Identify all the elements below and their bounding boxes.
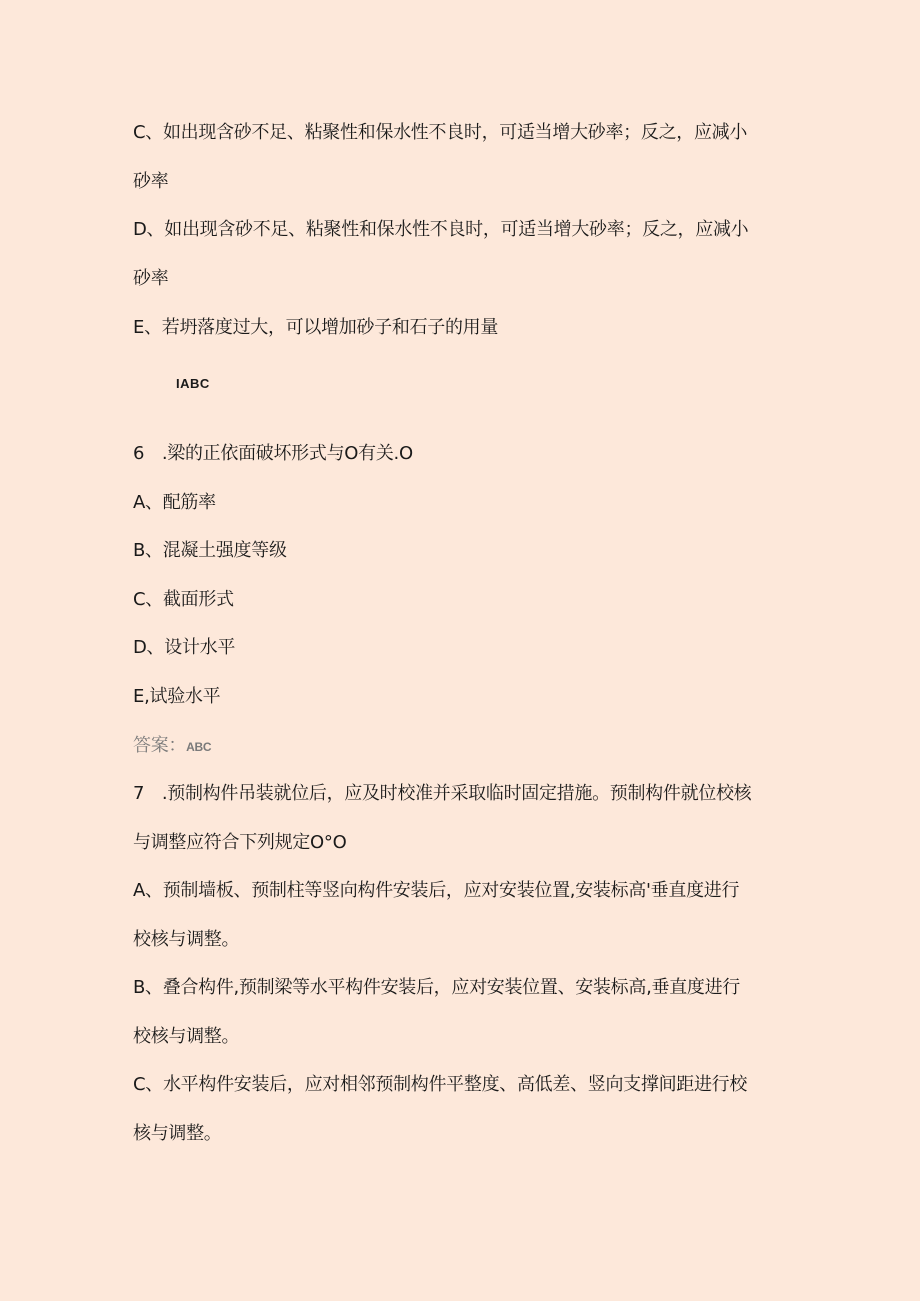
question-6-option-c: C、截面形式 (133, 589, 234, 610)
question-7-option-b-line-2: 校核与调整。 (133, 1026, 240, 1047)
answer-line (133, 734, 211, 759)
question-6-title: 6 .梁的正依面破坏形式与O有关.O (133, 443, 413, 464)
question-7-option-a-line-2: 校核与调整。 (133, 929, 240, 950)
question-6-option-d: D、设计水平 (133, 637, 236, 658)
question-6-option-e: E,试验水平 (133, 686, 221, 707)
option-d-line-1: D、如出现含砂不足、粘聚性和保水性不良时，可适当增大砂率；反之，应减小 (133, 219, 749, 240)
answer-code: IABC (176, 376, 210, 391)
question-6-option-b: B、混凝土强度等级 (133, 540, 287, 561)
question-7-title-line-1: 7 .预制构件吊装就位后，应及时校准并采取临时固定措施。预制构件就位校核 (133, 783, 752, 804)
option-c-line-2: 砂率 (133, 171, 169, 192)
option-d-line-2: 砂率 (133, 268, 169, 289)
question-7-option-c-line-2: 核与调整。 (133, 1123, 222, 1144)
question-7-option-b-line-1: B、叠合构件,预制梁等水平构件安装后，应对安装位置、安装标高,垂直度进行 (133, 977, 740, 998)
question-7-option-a-line-1: A、预制墙板、预制柱等竖向构件安装后，应对安装位置,安装标高'垂直度进行 (133, 880, 740, 901)
question-7-title-line-2: 与调整应符合下列规定O°O (133, 832, 347, 853)
option-c-line-1: C、如出现含砂不足、粘聚性和保水性不良时，可适当增大砂率；反之，应减小 (133, 122, 748, 143)
answer-value: ABC (186, 740, 212, 754)
answer-label: 答案： (133, 735, 187, 756)
question-6-option-a: A、配筋率 (133, 492, 216, 513)
question-7-option-c-line-1: C、水平构件安装后，应对相邻预制构件平整度、高低差、竖向支撑间距进行校 (133, 1074, 748, 1095)
option-e-line: E、若坍落度过大，可以增加砂子和石子的用量 (133, 317, 499, 338)
